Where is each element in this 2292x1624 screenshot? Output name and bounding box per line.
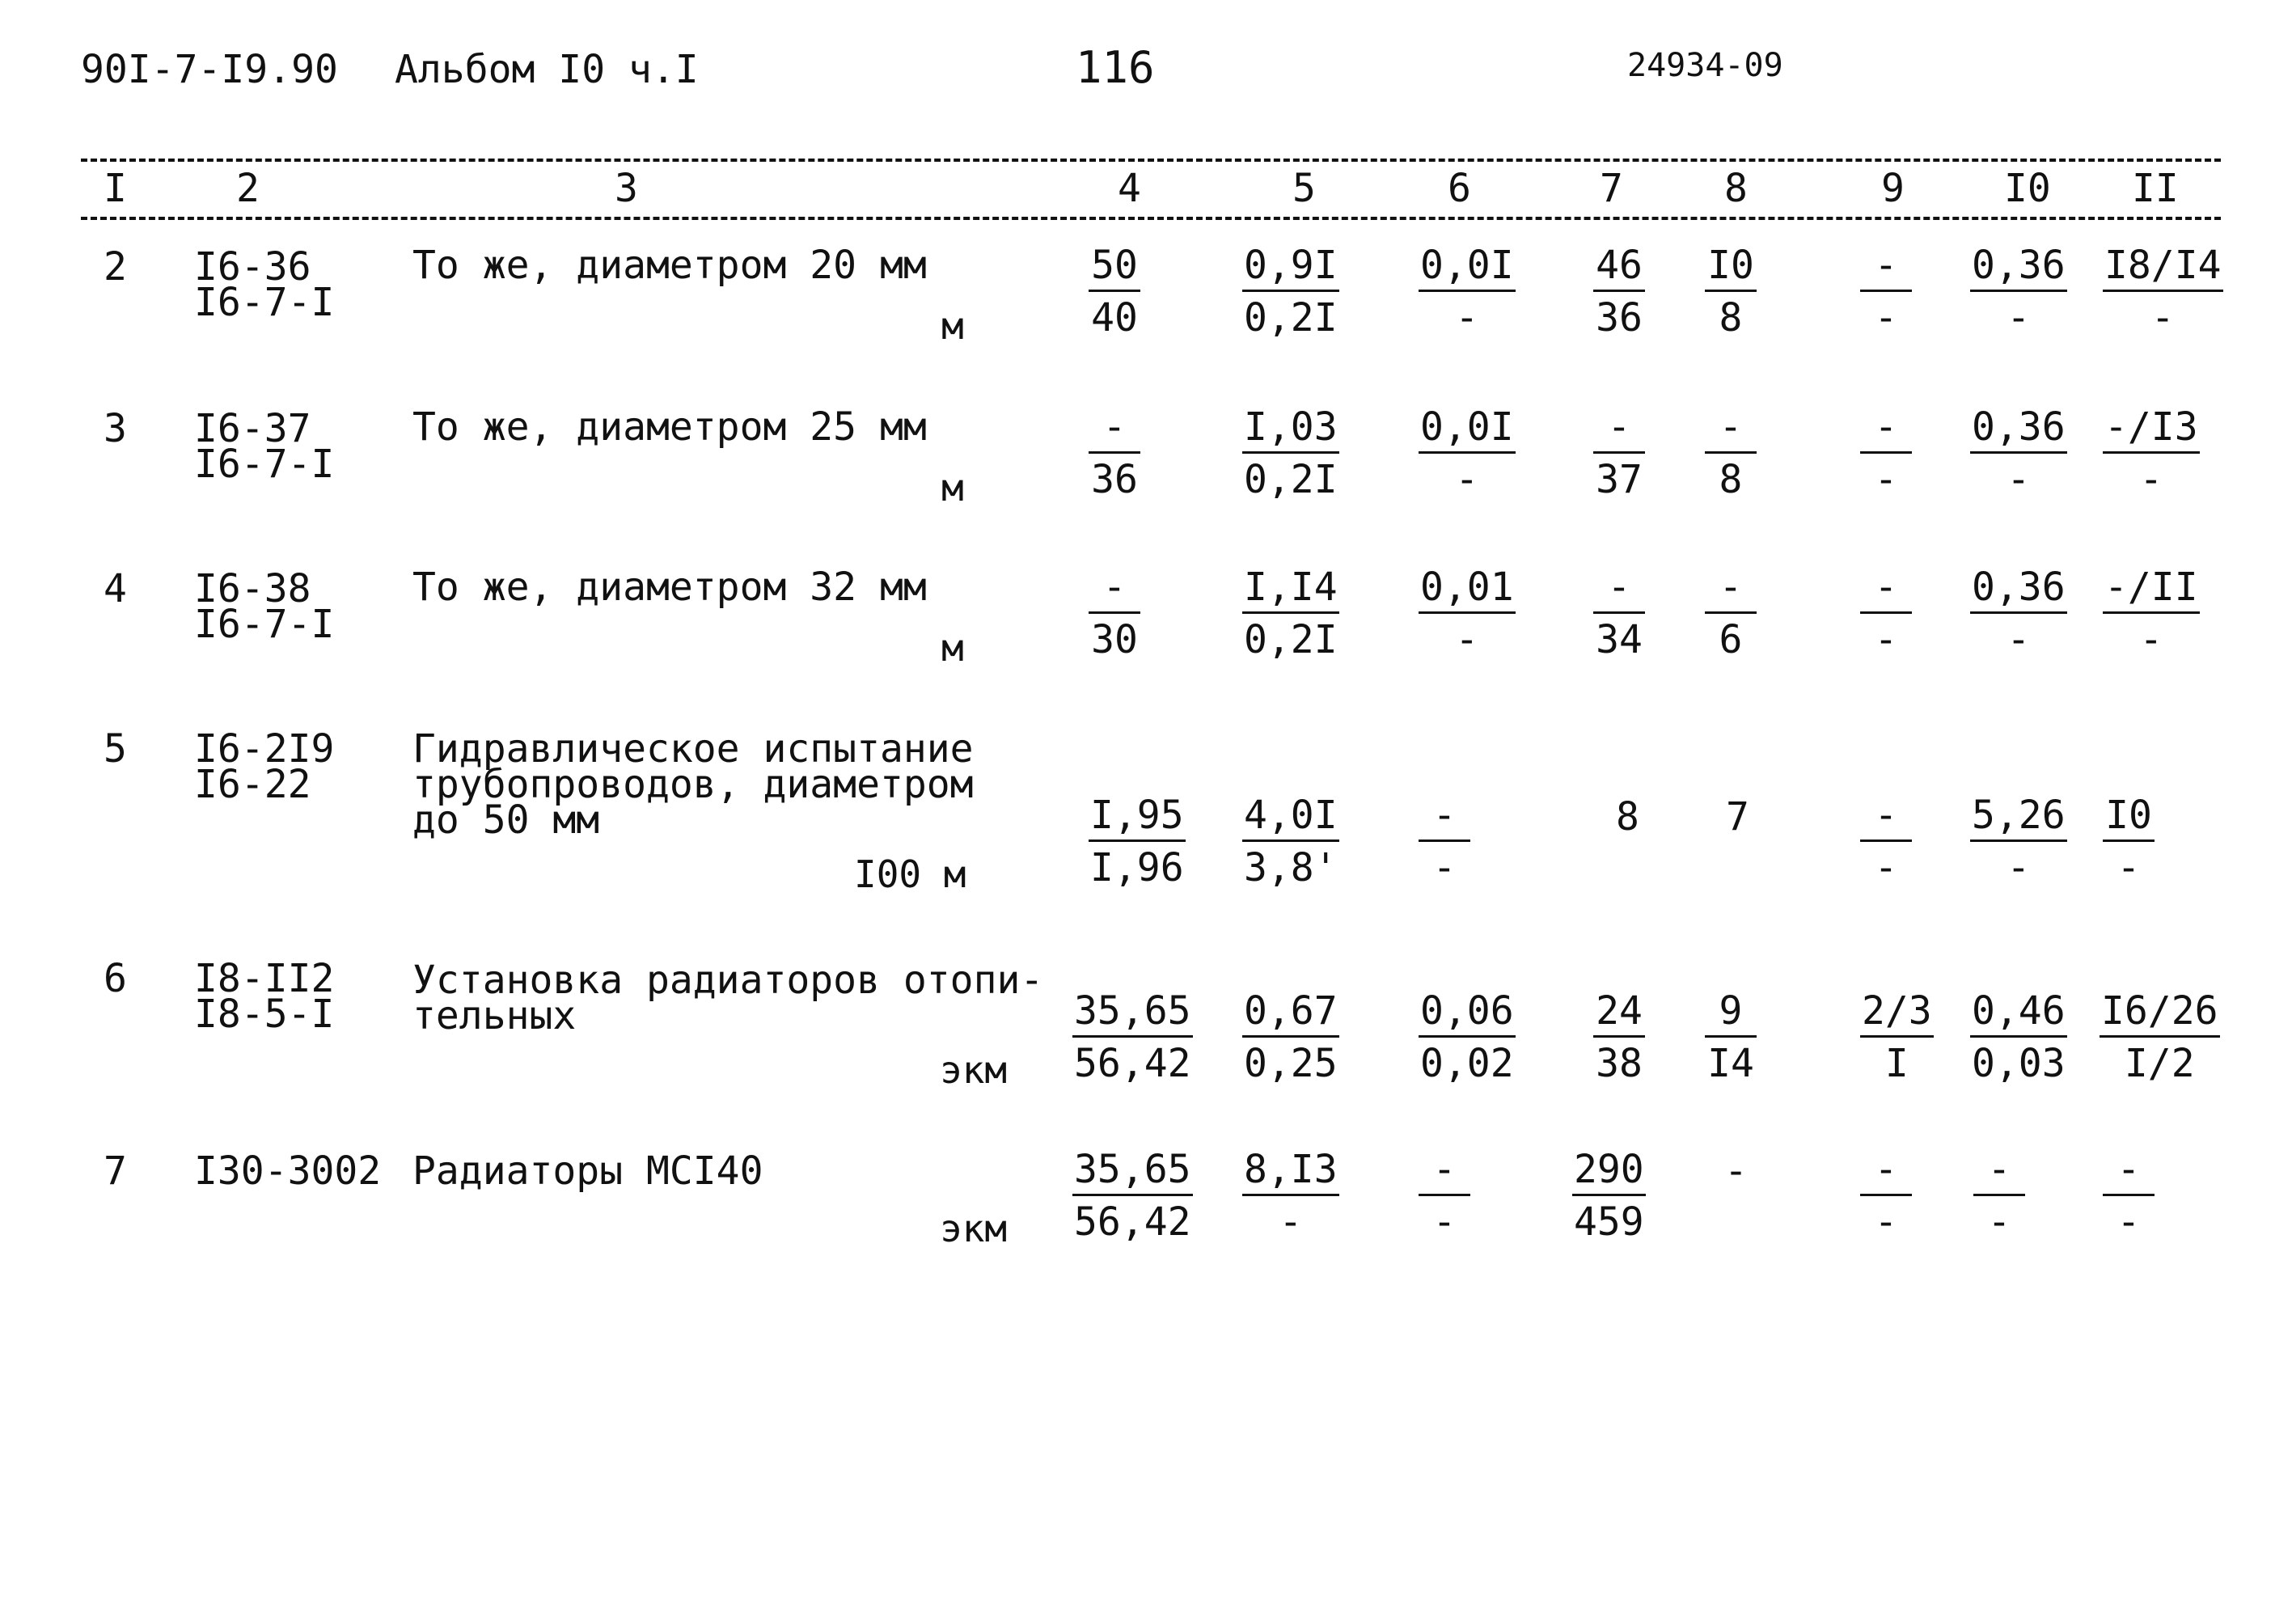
value-col-8: - 6 <box>1705 568 1757 659</box>
value-col-7: $\frac{290}{459}$ <box>1574 1147 1644 1245</box>
work-description: То же, диаметром 32 мм <box>412 565 927 610</box>
row-number: 3 <box>104 406 127 451</box>
document-code: 90I-7-I9.90 <box>81 47 338 92</box>
value-col-11: - - <box>2103 1150 2155 1241</box>
row-number: 6 <box>104 956 127 1001</box>
value-col-5: $\frac{0,67}{0,25}$ <box>1244 988 1338 1086</box>
value-col-5: $\frac{4,0I}{3,8'}$ <box>1244 793 1338 890</box>
value-col-5: $\frac{I,03}{0,2I}$ <box>1244 404 1338 502</box>
rate-code: I6-37 <box>194 406 311 451</box>
value-col-5: $\frac{I,I4}{0,2I}$ <box>1244 565 1338 662</box>
value-col-10: 0,36 - <box>1972 243 2066 340</box>
value-col-11: $\frac{I6/26}{I/2}$ <box>2101 988 2218 1086</box>
value-col-5: 8,I3 - <box>1244 1147 1338 1245</box>
value-col-8: - <box>1724 1148 1748 1194</box>
col-num-7: 7 <box>1600 166 1623 211</box>
rate-code: I6-7-I <box>194 442 335 487</box>
col-num-10: I0 <box>2004 166 2051 211</box>
unit-of-measure: м <box>941 304 964 348</box>
value-col-8: 7 <box>1726 794 1749 839</box>
col-num-6: 6 <box>1448 166 1471 211</box>
col-num-4: 4 <box>1118 166 1141 211</box>
work-description: То же, диаметром 20 мм <box>412 243 927 288</box>
row-number: 7 <box>104 1148 127 1194</box>
value-col-9: - - <box>1860 246 1912 337</box>
value-col-10: 5,26 - <box>1972 793 2066 890</box>
value-col-9: $\frac{2/3}{I}$ <box>1862 988 1932 1086</box>
unit-of-measure: м <box>941 466 964 510</box>
col-num-8: 8 <box>1724 166 1748 211</box>
album-label: Альбом I0 ч.I <box>395 47 699 92</box>
rate-code: I8-5-I <box>194 992 335 1037</box>
rate-code: I6-22 <box>194 762 311 807</box>
value-col-4: $\frac{35,65}{56,42}$ <box>1074 988 1191 1086</box>
value-col-6: - - <box>1419 796 1470 887</box>
value-col-7: - 34 <box>1593 568 1645 659</box>
row-number: 2 <box>104 244 127 290</box>
col-num-3: 3 <box>615 166 638 211</box>
col-num-11: II <box>2132 166 2179 211</box>
value-col-7: - 37 <box>1593 408 1645 499</box>
value-col-7: 8 <box>1616 794 1639 839</box>
col-num-2: 2 <box>236 166 260 211</box>
row-number: 4 <box>104 566 127 611</box>
value-col-11: I8/I4 - <box>2104 243 2222 340</box>
value-col-4: $\frac{35,65}{56,42}$ <box>1074 1147 1191 1245</box>
value-col-11: I0 - <box>2103 796 2155 887</box>
work-description: То же, диаметром 25 мм <box>412 404 927 450</box>
value-col-6: 0,0I - <box>1420 243 1514 340</box>
value-col-4: - 36 <box>1089 408 1140 499</box>
col-num-9: 9 <box>1881 166 1905 211</box>
rate-code: I6-7-I <box>194 602 335 647</box>
value-col-9: - - <box>1860 408 1912 499</box>
work-description: Установка радиаторов отопи- тельных <box>412 958 1044 1038</box>
value-col-4: $\frac{50}{40}$ <box>1089 246 1140 337</box>
rate-code: I30-3002 <box>194 1148 382 1194</box>
value-col-9: - - <box>1860 1150 1912 1241</box>
value-col-6: $\frac{0,06}{0,02}$ <box>1420 988 1514 1086</box>
value-col-10: 0,36 - <box>1972 404 2066 502</box>
value-col-4: - 30 <box>1089 568 1140 659</box>
page-number: 116 <box>1076 42 1155 93</box>
unit-of-measure: I00 м <box>854 852 966 896</box>
unit-of-measure: экм <box>940 1207 1008 1250</box>
value-col-6: - - <box>1419 1150 1470 1241</box>
rate-code: I8-II2 <box>194 956 335 1001</box>
header-bottom-rule <box>81 217 2221 220</box>
value-col-5: $\frac{0,9I}{0,2I}$ <box>1244 243 1338 340</box>
value-col-8: $\frac{9}{I4}$ <box>1705 992 1757 1083</box>
value-col-7: $\frac{46}{36}$ <box>1593 246 1645 337</box>
value-col-9: - - <box>1860 796 1912 887</box>
header-top-rule <box>81 159 2221 162</box>
value-col-11: -/I3 - <box>2104 404 2198 502</box>
col-num-1: I <box>104 166 127 211</box>
value-col-11: -/II - <box>2104 565 2198 662</box>
value-col-6: 0,01 - <box>1420 565 1514 662</box>
value-col-6: 0,0I - <box>1420 404 1514 502</box>
value-col-7: $\frac{24}{38}$ <box>1593 992 1645 1083</box>
rate-code: I6-36 <box>194 244 311 290</box>
work-description: Радиаторы МСI40 <box>412 1148 763 1194</box>
value-col-9: - - <box>1860 568 1912 659</box>
unit-of-measure: м <box>941 626 964 670</box>
archive-stamp: 24934-09 <box>1627 47 1783 84</box>
value-col-10: 0,36 - <box>1972 565 2066 662</box>
rate-code: I6-38 <box>194 566 311 611</box>
col-num-5: 5 <box>1292 166 1316 211</box>
rate-code: I6-7-I <box>194 280 335 325</box>
work-description: Гидравлическое испытание трубопроводов, диаметром до 50 мм <box>412 726 974 843</box>
unit-of-measure: экм <box>940 1048 1008 1092</box>
value-col-10: $\frac{0,46}{0,03}$ <box>1972 988 2066 1086</box>
value-col-8: $\frac{I0}{8}$ <box>1705 246 1757 337</box>
value-col-4: $\frac{I,95}{I,96}$ <box>1090 793 1184 890</box>
row-number: 5 <box>104 726 127 772</box>
rate-code: I6-2I9 <box>194 726 335 772</box>
value-col-8: - 8 <box>1705 408 1757 499</box>
value-col-10: - - <box>1973 1150 2025 1241</box>
